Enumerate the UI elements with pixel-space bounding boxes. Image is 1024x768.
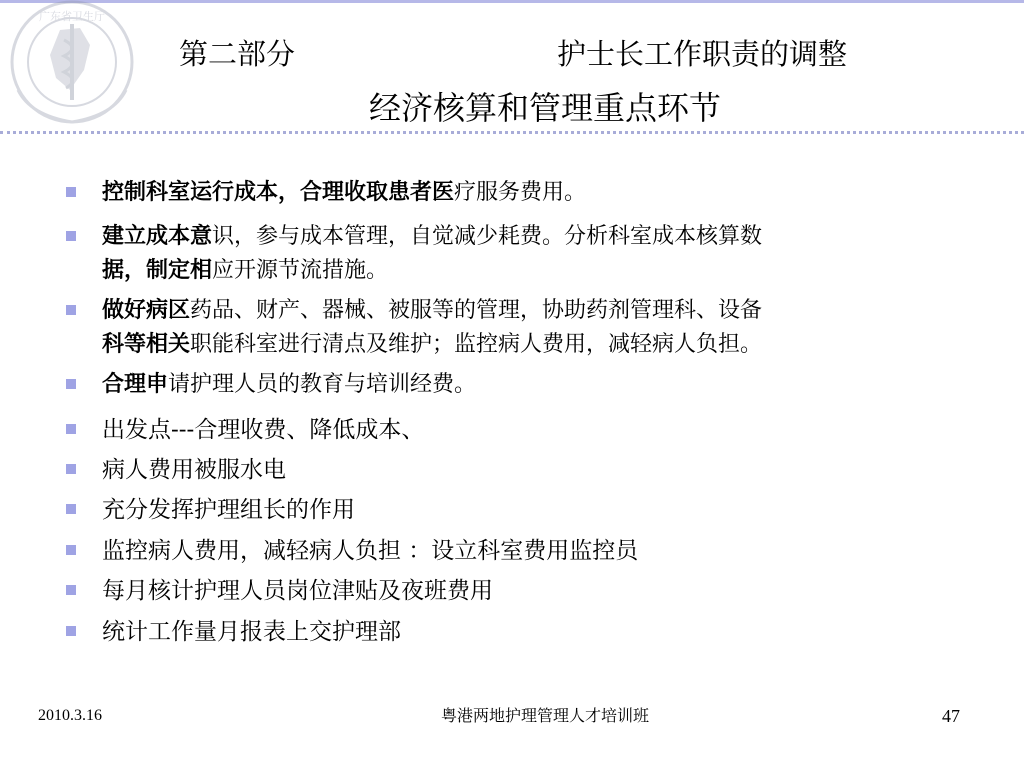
bullet-bold-text: 做好病区 [102,298,191,323]
footer-course-name: 粤港两地护理管理人才培训班 [440,706,649,725]
bullet-icon [66,187,76,197]
bullet-text [102,176,962,210]
bullet-icon [66,504,76,514]
bullet-text [102,368,962,402]
header-divider [0,131,1024,134]
bullet-text: 病人费用被服水电 [102,457,286,483]
section-part: 第二部分 [179,37,296,71]
bullet-icon [66,379,76,389]
top-rule [0,0,1024,3]
bullet-text: 监控病人费用，减轻病人负担 ：设立科室费用监控员 [102,538,639,564]
bullet-rest-text: 识，参与成本管理，自觉减少耗费。分析科室成本核算数 [212,224,763,249]
bullet-bold-text: 科等相关 [102,332,191,357]
bullet-icon [66,424,76,434]
bullet-icon [66,464,76,474]
logo-text: 广东省卫生厅 [39,10,105,23]
bullet-text: 充分发挥护理组长的作用 [102,497,355,523]
bullet-rest-text: 请护理人员的教育与培训经费。 [168,372,477,397]
bullet-bold-text: 建立成本意 [102,224,213,249]
bullet-rest-text: 职能科室进行清点及维护；监控病人费用，减轻病人负担。 [190,332,763,357]
bullet-icon [66,585,76,595]
bullet-icon [66,545,76,555]
bullet-rest-text: 药品、财产、器械、被服等的管理，协助药剂管理科、设备 [190,298,763,323]
bullet-text [102,220,962,254]
footer-page-number: 47 [942,706,960,726]
bullet-text [102,294,962,328]
bullet-text-line2 [102,254,962,288]
footer-date: 2010.3.16 [38,707,102,724]
bullet-text-line2 [102,328,962,362]
section-duty-title: 护士长工作职责的调整 [557,37,848,71]
bullet-text: 每月核计护理人员岗位津贴及夜班费用 [102,578,493,604]
bullet-text: 出发点---合理收费、降低成本、 [102,417,425,443]
bullet-rest-text: 疗服务费用。 [454,180,587,205]
bullet-icon [66,305,76,315]
bullet-icon [66,231,76,241]
bullet-text: 统计工作量月报表上交护理部 [102,619,401,645]
bullet-bold-text: 合理申 [102,372,169,397]
bullet-bold-text: 控制科室运行成本，合理收取患者医 [102,180,455,205]
bullet-icon [66,626,76,636]
bullet-rest-text: 应开源节流措施。 [212,258,389,283]
bullet-bold-text: 据，制定相 [102,258,213,283]
page-title: 经济核算和管理重点环节 [368,89,721,127]
